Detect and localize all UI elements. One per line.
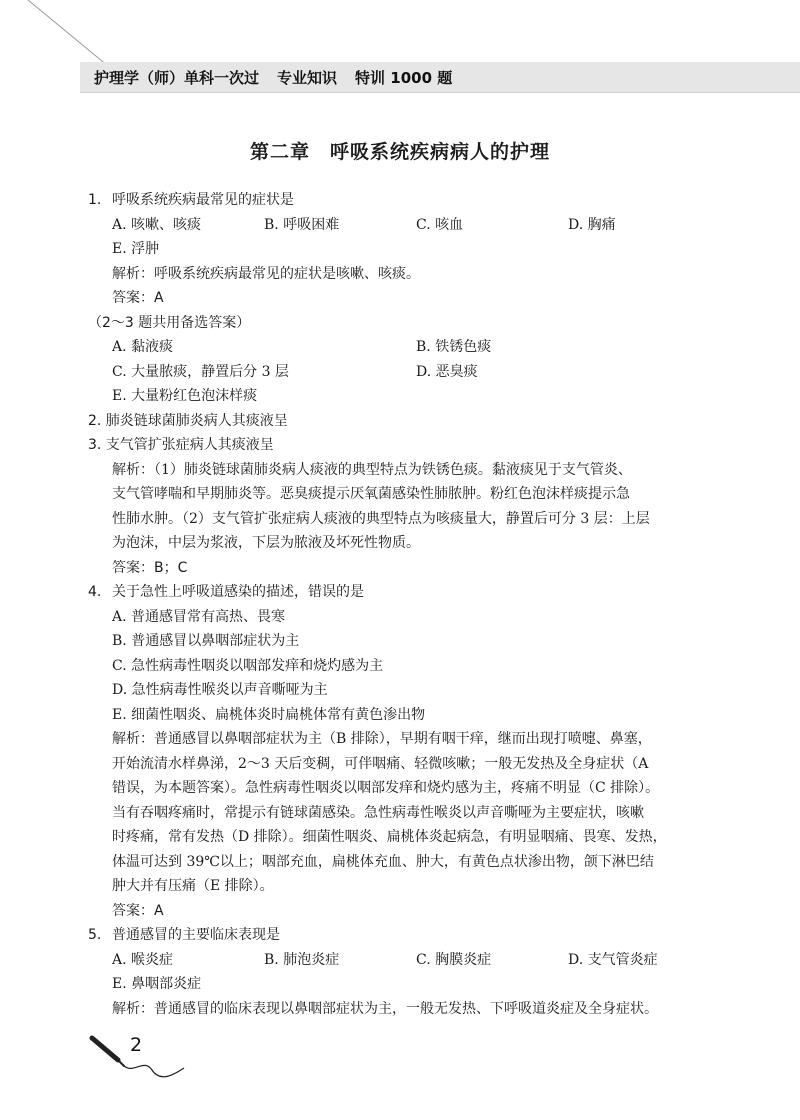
header-subject: 专业知识 [277, 68, 338, 87]
page-number: 2 [130, 1034, 143, 1056]
option-e: E. 细菌性咽炎、扁桃体炎时扁桃体常有黄色渗出物 [112, 706, 426, 723]
shared-options-note: （2～3 题共用备选答案） [88, 314, 251, 331]
analysis: 解析：呼吸系统疾病最常见的症状是咳嗽、咳痰。 [112, 265, 420, 282]
option-b: B. 普通感冒以鼻咽部症状为主 [112, 633, 300, 649]
chapter-title: 第二章 呼吸系统疾病病人的护理 [249, 141, 550, 163]
option-a: A. 喉炎症 [112, 951, 174, 968]
answer: 答案：A [112, 902, 164, 919]
option-e: E. 浮肿 [112, 241, 160, 257]
question-stem: 2. 肺炎链球菌肺炎病人其痰液呈 [88, 412, 288, 429]
question-stem: 5. 普通感冒的主要临床表现是 [88, 927, 280, 943]
pen-icon [88, 1030, 208, 1080]
answer: 答案：A [112, 290, 164, 306]
answer: 答案：B；C [112, 559, 188, 576]
option-row [88, 360, 720, 385]
option-d: D. 支气管炎症 [568, 951, 658, 968]
option-c: C. 急性病毒性咽炎以咽部发痒和烧灼感为主 [112, 657, 384, 674]
option-row [88, 213, 720, 238]
option-c: C. 胸膜炎症 [416, 951, 492, 968]
question-stem: 1. 呼吸系统疾病最常见的症状是 [88, 192, 294, 208]
option-e: E. 大量粉红色泡沫样痰 [112, 388, 258, 404]
analysis: 解析：普通感冒以鼻咽部症状为主（B 排除），早期有咽干痒，继而出现打喷嚏、鼻塞， 开始流清水样鼻涕，2～3 天后变稠，可伴咽痛、轻微咳嗽；一般无发热及全身症状（A 错误，为本题答案）。急性病毒性咽炎以咽部发痒和烧灼感为主，疼痛不明显（C 排除）。 当有吞咽疼痛时，常提示有链球菌感染。急性病毒性喉炎以声音嘶哑为主要症状，咳嗽 时疼痛，常有发热（D 排除）。细菌性咽炎、扁桃体炎起病急，有明显咽痛、畏寒、发热， 体温可达到 39℃以上；咽部充血，扁桃体充血、肿大，有黄色点状渗出物，颌下淋巴结 肿大并有压痛（E 排除）。 [112, 731, 667, 894]
option-a: A. 普通感冒常有高热、畏寒 [112, 608, 286, 625]
analysis: 解析：（1）肺炎链球菌肺炎病人痰液的典型特点为铁锈色痰。黏液痰见于支气管炎、 支气管哮喘和早期肺炎等。恶臭痰提示厌氧菌感染性肺脓肿。粉红色泡沫样痰提示急 性肺水肿。（2）支气管扩张症病人痰液的典型特点为咳痰量大，静置后可分 3 层：上层 为泡沫，中层为浆液，下层为脓液及坏死性物质。 [112, 461, 650, 551]
header-book-title: 护理学（师）单科一次过 [94, 68, 260, 87]
question-stem: 3. 支气管扩张症病人其痰液呈 [88, 437, 274, 453]
option-d: D. 恶臭痰 [416, 363, 478, 380]
option-d: D. 急性病毒性喉炎以声音嘶哑为主 [112, 682, 328, 698]
question-list [88, 188, 720, 1021]
option-c: C. 咳血 [416, 216, 464, 233]
analysis: 解析：普通感冒的临床表现以鼻咽部症状为主，一般无发热、下呼吸道炎症及全身症状。 [112, 1000, 658, 1017]
option-row [88, 948, 720, 973]
running-header [80, 62, 800, 93]
option-b: B. 呼吸困难 [264, 216, 340, 233]
option-d: D. 胸痛 [568, 216, 616, 233]
option-b: B. 肺泡炎症 [264, 951, 340, 968]
option-row [88, 335, 720, 360]
option-a: A. 黏液痰 [112, 339, 174, 355]
option-b: B. 铁锈色痰 [416, 339, 492, 355]
header-series: 特训 1000 题 [355, 68, 453, 87]
option-a: A. 咳嗽、咳痰 [112, 216, 202, 233]
option-e: E. 鼻咽部炎症 [112, 976, 202, 992]
question-stem: 4. 关于急性上呼吸道感染的描述，错误的是 [88, 584, 364, 600]
option-c: C. 大量脓痰，静置后分 3 层 [112, 363, 289, 380]
